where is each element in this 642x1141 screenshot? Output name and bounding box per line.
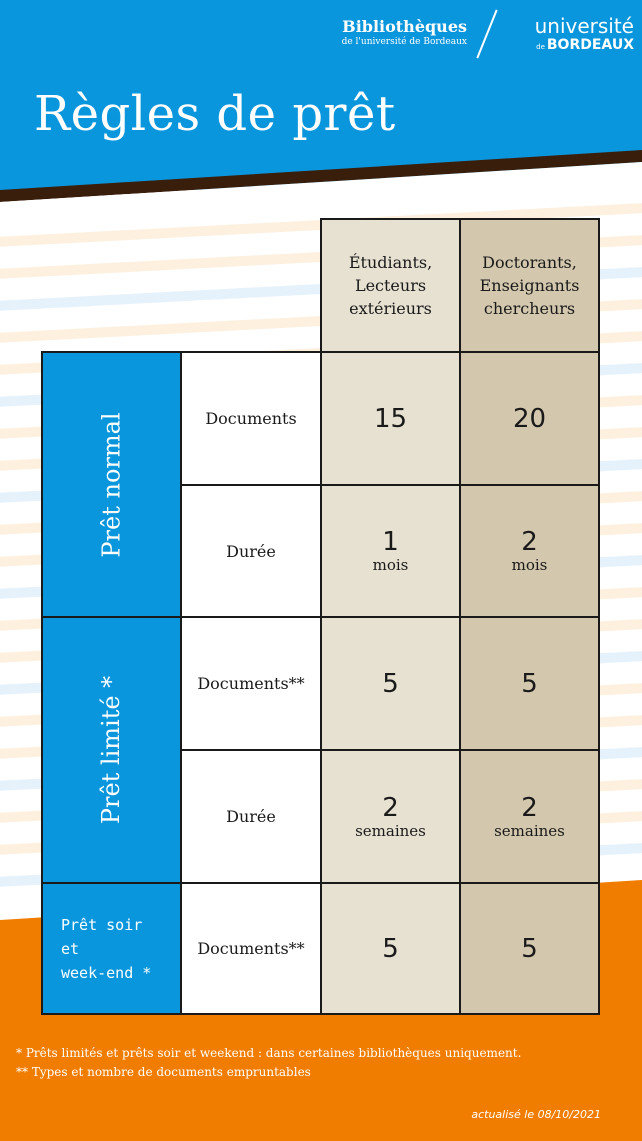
row-label-text: Documents bbox=[205, 409, 297, 428]
row-label-text: Durée bbox=[226, 541, 276, 561]
section-label-line: et bbox=[61, 939, 80, 958]
value-cell bbox=[320, 351, 461, 486]
page-title: Règles de prêt bbox=[34, 86, 396, 142]
value-cell bbox=[459, 484, 600, 618]
value-number: 5 bbox=[382, 933, 399, 964]
value-cell bbox=[320, 749, 461, 884]
row-label-duree bbox=[180, 484, 322, 618]
value-unit: mois bbox=[372, 556, 409, 574]
section-label-line: Prêt soir bbox=[61, 915, 143, 934]
universite-logo-line1: université bbox=[534, 14, 634, 38]
row-label-duree bbox=[180, 749, 322, 884]
row-label-documents bbox=[180, 882, 322, 1015]
column-header-researchers bbox=[459, 218, 600, 353]
value-cell bbox=[459, 616, 600, 751]
column-header-line: extérieurs bbox=[349, 299, 432, 318]
row-label-documents bbox=[180, 616, 322, 751]
value-cell bbox=[459, 749, 600, 884]
value-cell bbox=[459, 351, 600, 486]
section-pret-normal bbox=[41, 351, 182, 618]
value-unit: semaines bbox=[355, 821, 426, 840]
row-label-text: Durée bbox=[226, 807, 276, 826]
value-number: 2 bbox=[382, 792, 399, 823]
section-label-line: week-end * bbox=[61, 963, 152, 982]
bibliotheques-logo bbox=[330, 18, 467, 48]
value-unit: semaines bbox=[494, 821, 565, 840]
section-label: Prêt limité * bbox=[97, 675, 126, 825]
value-number: 5 bbox=[382, 668, 399, 699]
value-number: 5 bbox=[521, 933, 538, 964]
value-cell bbox=[320, 882, 461, 1015]
universite-logo-bordeaux: BORDEAUX bbox=[546, 37, 634, 53]
footnote-document-types: ** Types et nombre de documents empruntables bbox=[16, 1065, 311, 1079]
column-header-line: chercheurs bbox=[483, 299, 576, 318]
universite-logo-line2 bbox=[508, 36, 634, 56]
bibliotheques-logo-name: Bibliothèques bbox=[342, 17, 467, 36]
value-cell bbox=[459, 882, 600, 1015]
value-number: 5 bbox=[521, 668, 538, 699]
value-number: 20 bbox=[512, 403, 547, 434]
last-updated-date: actualisé le 08/10/2021 bbox=[471, 1108, 601, 1121]
column-header-line: Étudiants, bbox=[348, 253, 433, 272]
row-label-documents bbox=[180, 351, 322, 486]
loan-rules-table bbox=[41, 218, 600, 1015]
section-pret-limite bbox=[41, 616, 182, 884]
column-header-line: Lecteurs bbox=[354, 276, 427, 295]
column-header-students bbox=[320, 218, 461, 353]
value-cell bbox=[320, 616, 461, 751]
value-number: 2 bbox=[521, 527, 538, 557]
value-number: 2 bbox=[521, 792, 538, 823]
section-pret-soir bbox=[41, 882, 182, 1015]
universite-bordeaux-logo bbox=[508, 16, 634, 56]
row-label-text: Documents** bbox=[197, 674, 305, 693]
column-header-line: Enseignants bbox=[479, 276, 580, 295]
universite-logo-de: de bbox=[536, 43, 545, 51]
value-unit: mois bbox=[511, 556, 548, 574]
footnote-limited-loans: * Prêts limités et prêts soir et weekend : dans certaines bibliothèques uniquement. bbox=[16, 1046, 522, 1060]
bibliotheques-logo-subtitle: de l'université de Bordeaux bbox=[341, 37, 467, 47]
value-number: 1 bbox=[382, 527, 399, 557]
section-label: Prêt normal bbox=[97, 411, 126, 558]
row-label-text: Documents** bbox=[197, 939, 305, 958]
value-number: 15 bbox=[373, 403, 408, 434]
column-header-line: Doctorants, bbox=[482, 253, 577, 272]
value-cell bbox=[320, 484, 461, 618]
